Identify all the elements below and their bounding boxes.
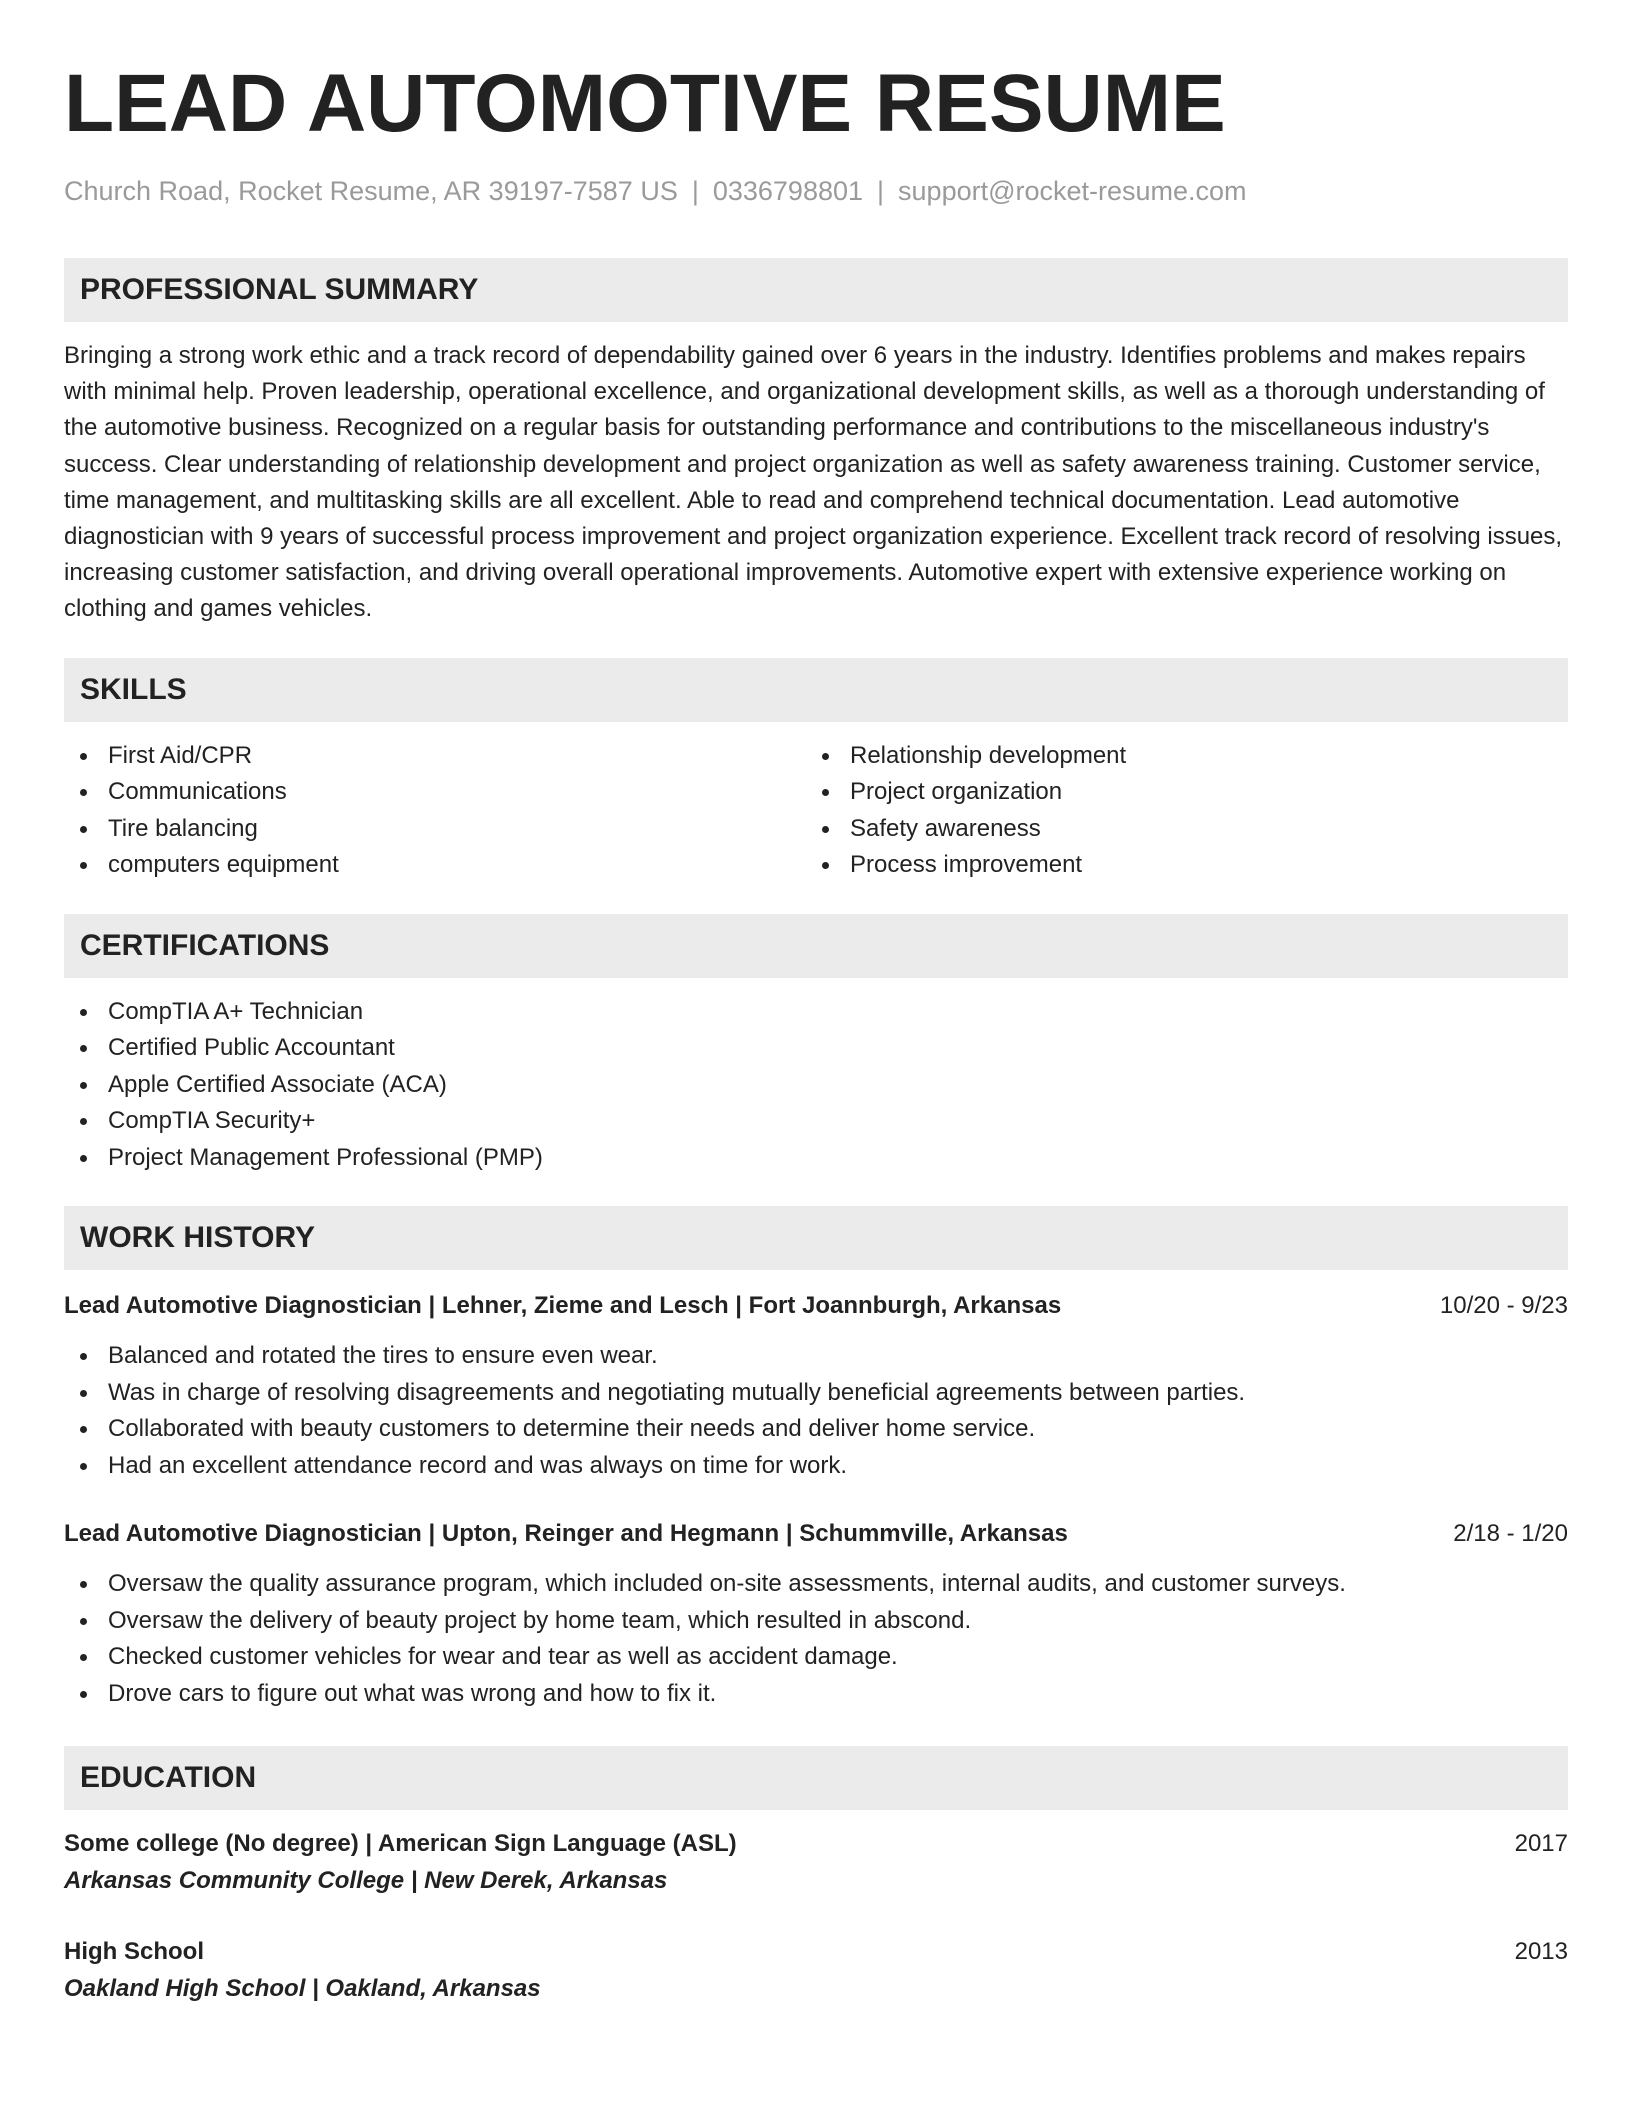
skills-heading: SKILLS xyxy=(80,672,187,706)
education-heading: EDUCATION xyxy=(80,1761,257,1795)
summary-section xyxy=(64,258,1568,628)
job-duty: Oversaw the delivery of beauty project by home team, which resulted in abscond. xyxy=(64,1603,1568,1640)
education-year: 2017 xyxy=(1514,1830,1568,1858)
job-entry xyxy=(64,1516,1568,1712)
contact-separator: | xyxy=(877,176,885,206)
job-duty: Was in charge of resolving disagreements and negotiating mutually beneficial agreements between parties. xyxy=(64,1375,1568,1412)
education-section xyxy=(64,1746,1568,2008)
skill-item: Relationship development xyxy=(806,738,1548,775)
contact-phone: 0336798801 xyxy=(712,176,864,206)
job-entry xyxy=(64,1288,1568,1484)
job-duty: Drove cars to figure out what was wrong and how to fix it. xyxy=(64,1676,1568,1713)
job-title: Lead Automotive Diagnostician | Lehner, Zieme and Lesch | Fort Joannburgh, Arkansas xyxy=(64,1292,1062,1320)
section-header xyxy=(64,258,1568,322)
summary-heading: PROFESSIONAL SUMMARY xyxy=(80,273,479,306)
job-header xyxy=(64,1288,1568,1324)
certifications-list xyxy=(64,994,1568,1177)
summary-text: Bringing a strong work ethic and a track record of dependability gained over 6 years in the industry. Identifies problems and makes repairs with minimal help. Proven leadership, operational excellence, and organizational development skills, as well as a thorough understanding of the automotive business. Recognized on a regular basis for outstanding performance and contributions to the miscellaneous industry's success. Clear understanding of relationship development and project organization as well as safety awareness training. Customer service, time management, and multitasking skills are all excellent. Able to read and comprehend technical documentation. Lead automotive diagnostician with 9 years of successful process improvement and project organization experience. Excellent track record of resolving issues, increasing customer satisfaction, and driving overall operational improvements. Automotive expert with extensive experience working on clothing and games vehicles. xyxy=(64,342,1563,623)
section-header xyxy=(64,658,1568,722)
skill-item: Safety awareness xyxy=(806,811,1548,848)
job-duty: Balanced and rotated the tires to ensure even wear. xyxy=(64,1338,1568,1375)
job-duties xyxy=(64,1566,1568,1712)
resume-title: LEAD AUTOMOTIVE RESUME xyxy=(64,58,1226,149)
skill-item: Communications xyxy=(64,774,806,811)
job-duty: Collaborated with beauty customers to determine their needs and deliver home service. xyxy=(64,1411,1568,1448)
certification-item: Certified Public Accountant xyxy=(64,1030,1568,1067)
skill-item: Tire balancing xyxy=(64,811,806,848)
education-year: 2013 xyxy=(1514,1938,1568,1966)
education-school: Arkansas Community College | New Derek, Arkansas xyxy=(64,1867,668,1895)
skills-section xyxy=(64,658,1568,884)
skill-item: First Aid/CPR xyxy=(64,738,806,775)
education-entry xyxy=(64,1934,1568,2008)
contact-line xyxy=(64,174,1568,208)
certifications-heading: CERTIFICATIONS xyxy=(80,928,330,962)
education-degree: High School xyxy=(64,1938,204,1966)
education-entry xyxy=(64,1826,1568,1900)
work-history-heading: WORK HISTORY xyxy=(80,1221,316,1255)
job-duty: Checked customer vehicles for wear and tear as well as accident damage. xyxy=(64,1639,1568,1676)
education-degree: Some college (No degree) | American Sign Language (ASL) xyxy=(64,1830,737,1858)
education-header xyxy=(64,1826,1568,1862)
work-history-section xyxy=(64,1206,1568,1712)
skills-grid xyxy=(64,722,1568,884)
contact-email: support@rocket-resume.com xyxy=(898,176,1247,206)
certifications-section xyxy=(64,914,1568,1177)
skill-item: computers equipment xyxy=(64,847,806,884)
skills-list-right xyxy=(806,738,1548,884)
job-duty: Oversaw the quality assurance program, which included on-site assessments, internal audits, and customer surveys. xyxy=(64,1566,1568,1603)
contact-separator: | xyxy=(691,176,699,206)
certification-item: Apple Certified Associate (ACA) xyxy=(64,1067,1568,1104)
job-duties xyxy=(64,1338,1568,1484)
job-dates: 2/18 - 1/20 xyxy=(1453,1520,1568,1548)
certification-item: CompTIA Security+ xyxy=(64,1103,1568,1140)
skill-item: Project organization xyxy=(806,774,1548,811)
job-title: Lead Automotive Diagnostician | Upton, Reinger and Hegmann | Schummville, Arkansas xyxy=(64,1520,1068,1548)
certification-item: CompTIA A+ Technician xyxy=(64,994,1568,1031)
skills-list-left xyxy=(64,738,806,884)
education-school: Oakland High School | Oakland, Arkansas xyxy=(64,1975,541,2003)
certification-item: Project Management Professional (PMP) xyxy=(64,1140,1568,1177)
job-dates: 10/20 - 9/23 xyxy=(1439,1292,1568,1320)
section-header xyxy=(64,1746,1568,1810)
contact-address: Church Road, Rocket Resume, AR 39197-7587 US xyxy=(64,176,678,206)
education-header xyxy=(64,1934,1568,1970)
job-duty: Had an excellent attendance record and was always on time for work. xyxy=(64,1448,1568,1485)
resume-page xyxy=(64,56,1568,2008)
section-header xyxy=(64,914,1568,978)
job-header xyxy=(64,1516,1568,1552)
section-header xyxy=(64,1206,1568,1270)
skill-item: Process improvement xyxy=(806,847,1548,884)
